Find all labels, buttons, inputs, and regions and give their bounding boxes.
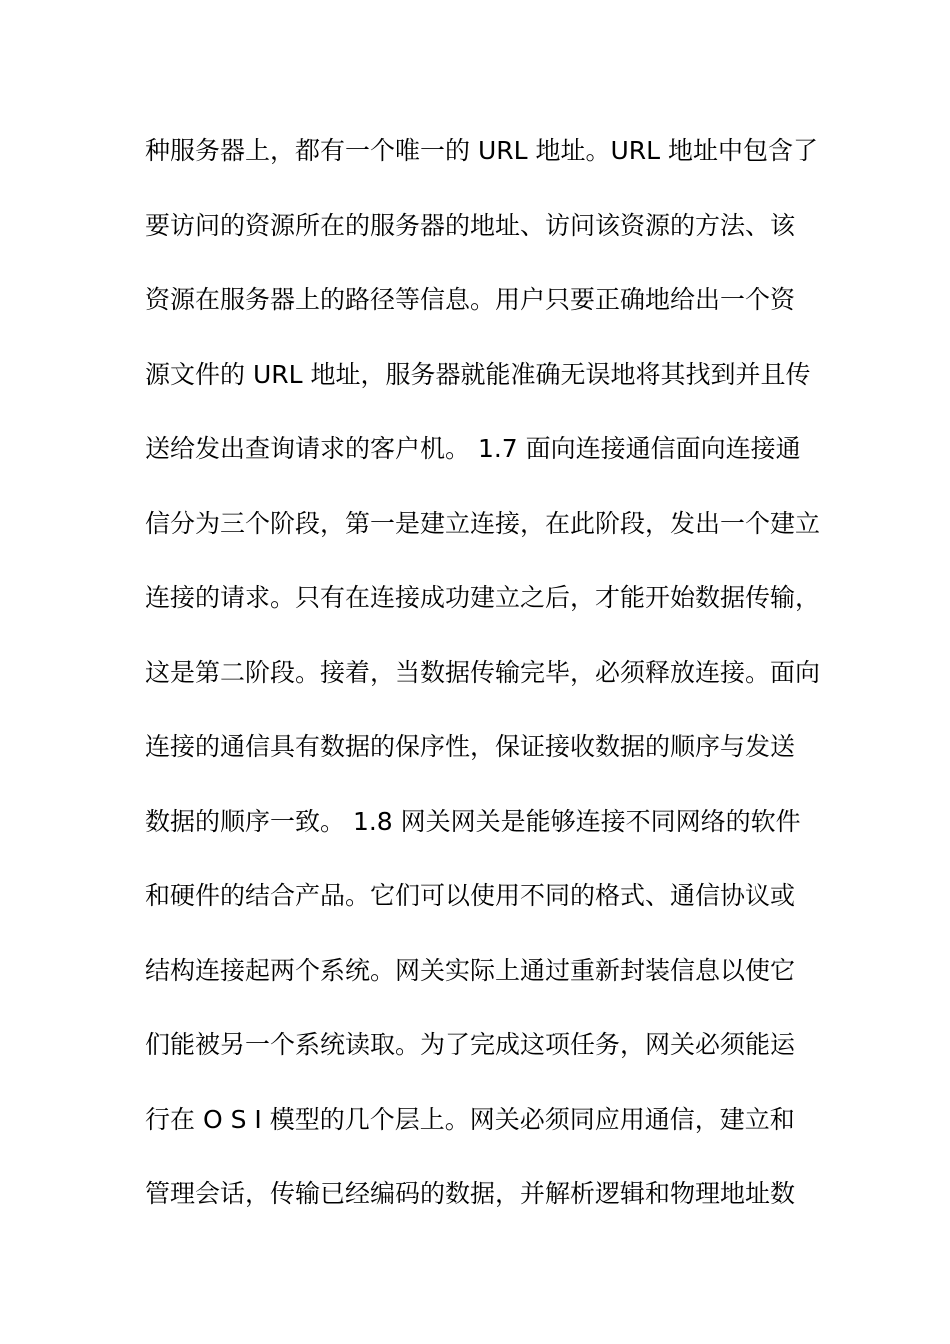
text-line: 和硬件的结合产品。它们可以使用不同的格式、通信协议或: [145, 881, 796, 910]
text-line: 这是第二阶段。接着，当数据传输完毕，必须释放连接。面向: [145, 657, 821, 687]
text-line: 源文件的 URL 地址，服务器就能准确无误地将其找到并且传: [145, 359, 811, 389]
text-line: 行在 O S I 模型的几个层上。网关必须同应用通信，建立和: [145, 1104, 795, 1134]
text-line: 管理会话，传输已经编码的数据，并解析逻辑和物理地址数: [145, 1179, 796, 1208]
text-line: 送给发出查询请求的客户机。 1.7 面向连接通信面向连接通: [145, 434, 801, 463]
text-line: 信分为三个阶段，第一是建立连接，在此阶段，发出一个建立: [145, 508, 821, 538]
text-line: 们能被另一个系统读取。为了完成这项任务，网关必须能运: [145, 1030, 796, 1059]
text-line: 结构连接起两个系统。网关实际上通过重新封装信息以使它: [145, 955, 796, 985]
text-line: 资源在服务器上的路径等信息。用户只要正确地给出一个资: [145, 285, 796, 314]
text-line: 数据的顺序一致。 1.8 网关网关是能够连接不同网络的软件: [145, 806, 801, 836]
text-line: 要访问的资源所在的服务器的地址、访问该资源的方法、该: [145, 210, 796, 240]
text-line: 连接的通信具有数据的保序性，保证接收数据的顺序与发送: [145, 732, 796, 761]
text-line: 种服务器上，都有一个唯一的 URL 地址。URL 地址中包含了: [145, 136, 819, 165]
text-line: 连接的请求。只有在连接成功建立之后，才能开始数据传输，: [145, 583, 821, 612]
body-text: [145, 127, 821, 1245]
